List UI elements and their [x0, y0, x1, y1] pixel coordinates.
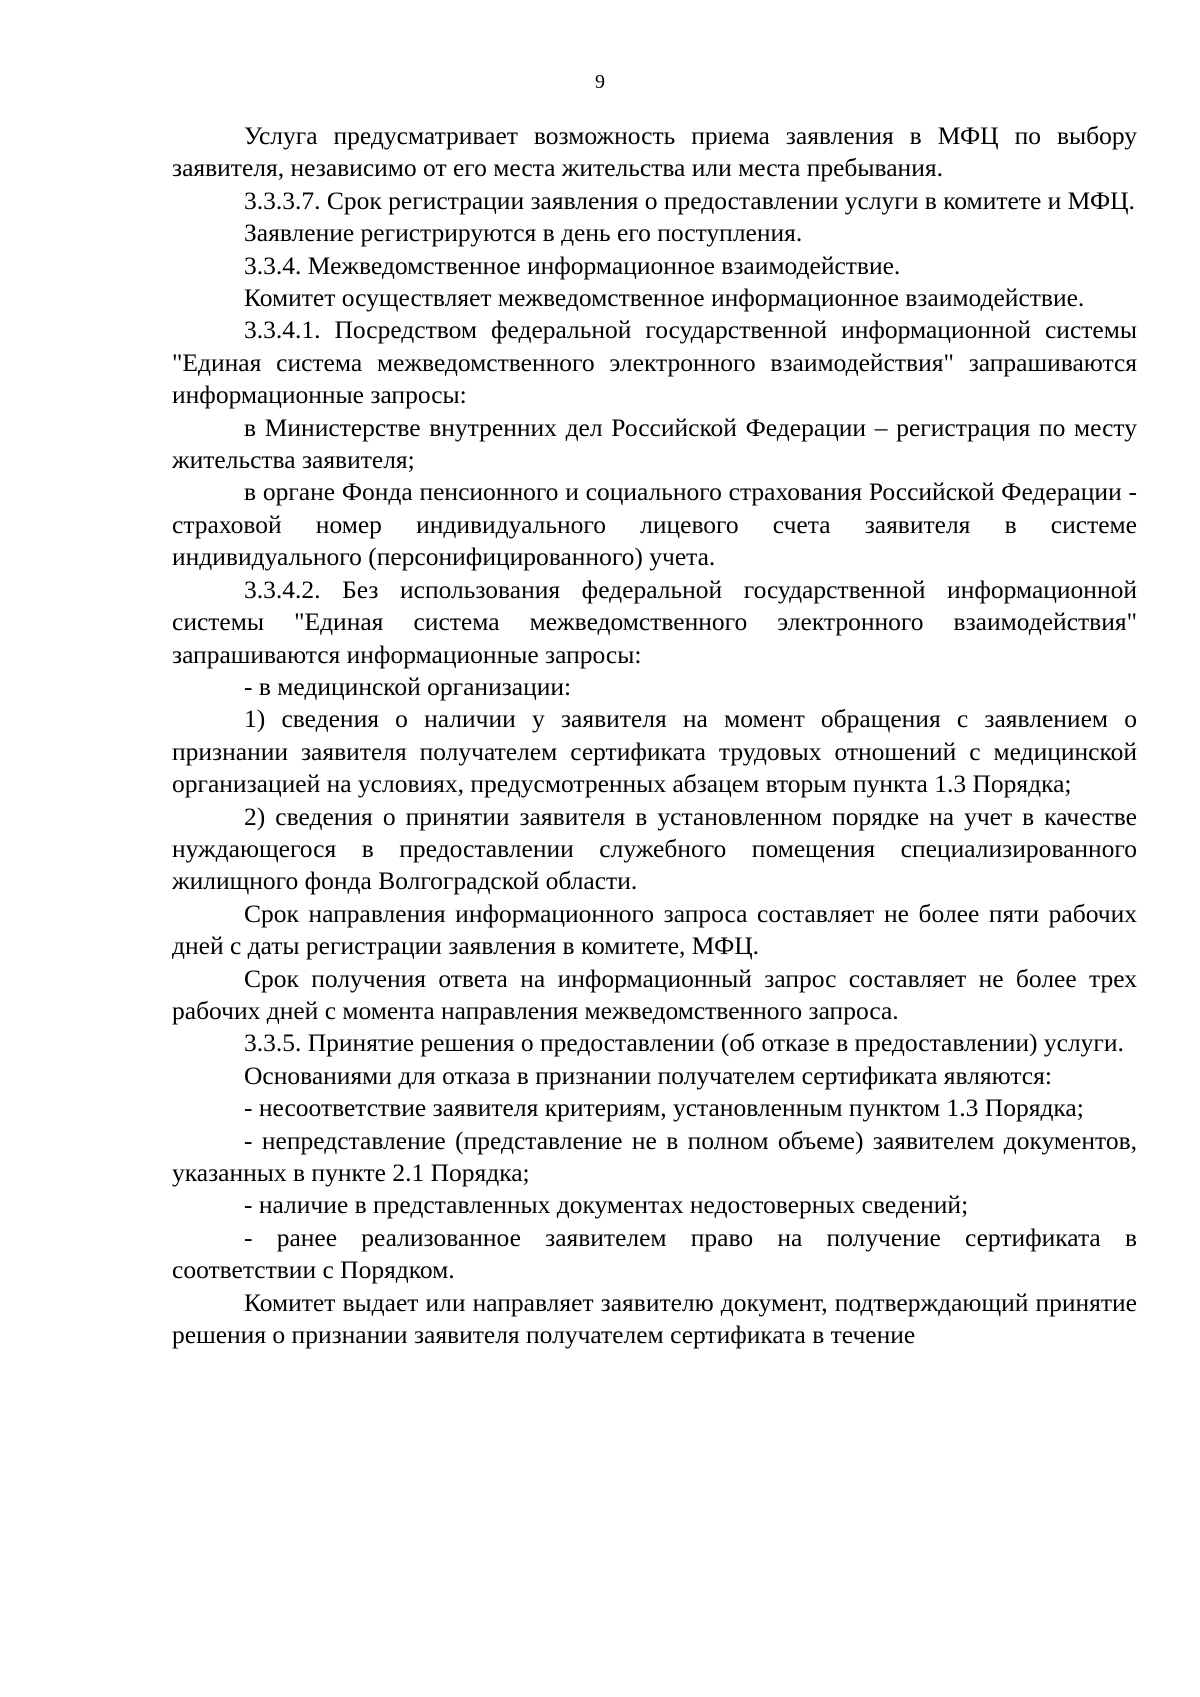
page-number: 9 — [595, 71, 605, 93]
paragraph-2: 3.3.3.7. Срок регистрации заявления о предоставлении услуги в комитете и МФЦ. — [244, 185, 1135, 215]
paragraph-5: Комитет осуществляет межведомственное информационное взаимодействие. — [244, 283, 1085, 313]
paragraph-16: Основаниями для отказа в признании получателем сертификата являются: — [244, 1060, 1052, 1090]
paragraph-17: - несоответствие заявителя критериям, установленным пунктом 1.3 Порядка; — [244, 1093, 1084, 1123]
paragraph-10: - в медицинской организации: — [244, 671, 572, 701]
paragraph-13: Срок направления информационного запроса составляет не более пяти рабочих дней с даты регистрации заявления в комитете, МФЦ. — [172, 898, 1137, 961]
paragraph-11: 1) сведения о наличии у заявителя на момент обращения с заявлением о признании заявителя получателем сертификата трудовых отношений с медицинской организацией на условиях, предусмотренных абзацем вторым пункта 1.3 Порядка; — [172, 704, 1137, 799]
paragraph-8: в органе Фонда пенсионного и социального страхования Российской Федерации - страховой номер индивидуального лицевого счета заявителя в системе индивидуального (персонифицированного) учета. — [172, 477, 1137, 572]
paragraph-14: Срок получения ответа на информационный запрос составляет не более трех рабочих дней с момента направления межведомственного запроса. — [172, 963, 1137, 1025]
paragraph-19: - наличие в представленных документах недостоверных сведений; — [244, 1190, 969, 1220]
paragraph-21: Комитет выдает или направляет заявителю документ, подтверждающий принятие решения о признании заявителя получателем сертификата в течение — [172, 1287, 1137, 1350]
paragraph-18: - непредставление (представление не в полном объеме) заявителем документов, указанных в пункте 2.1 Порядка; — [172, 1125, 1137, 1187]
paragraph-4: 3.3.4. Межведомственное информационное взаимодействие. — [244, 250, 901, 280]
paragraph-15: 3.3.5. Принятие решения о предоставлении (об отказе в предоставлении) услуги. — [244, 1028, 1124, 1058]
document-body — [172, 120, 1137, 1351]
paragraph-7: в Министерстве внутренних дел Российской Федерации – регистрация по месту жительства заявителя; — [172, 412, 1137, 475]
paragraph-20: - ранее реализованное заявителем право на получение сертификата в соответствии с Порядком. — [172, 1222, 1137, 1285]
paragraph-6: 3.3.4.1. Посредством федеральной государственной информационной системы "Единая система межведомственного электронного взаимодействия" запрашиваются информационные запросы: — [172, 315, 1137, 410]
paragraph-9: 3.3.4.2. Без использования федеральной государственной информационной системы "Единая система межведомственного электронного взаимодействия" запрашиваются информационные запросы: — [172, 574, 1137, 669]
paragraph-3: Заявление регистрируются в день его поступления. — [244, 218, 803, 248]
paragraph-12: 2) сведения о принятии заявителя в установленном порядке на учет в качестве нуждающегося в предоставлении служебного помещения специализированного жилищного фонда Волгоградской области. — [172, 801, 1137, 896]
paragraph-1: Услуга предусматривает возможность приема заявления в МФЦ по выбору заявителя, независимо от его места жительства или места пребывания. — [172, 121, 1137, 183]
